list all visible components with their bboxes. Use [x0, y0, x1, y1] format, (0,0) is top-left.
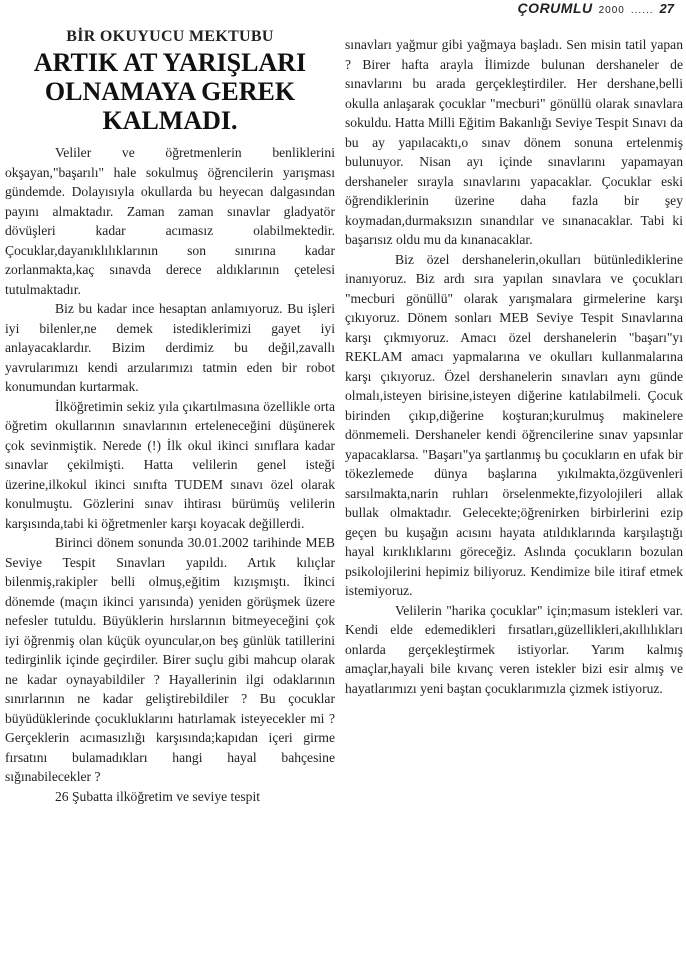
paragraph: Biz özel dershanelerin,okulları bütünlediklerine inanıyoruz. Biz ardı sıra yapılan sınavlara ve çocukları "mecburi gönüllü" olarak yarışmalara girmelerine karşı çıkıyoruz. Dönem sonları MEB Seviye Tespit Sınavlarına karşı çıkmıyoruz. Amacı özel dershanelerin "başarı"yı REKLAM amacı yapmalarına ve okulları kullanmalarına karşı çıkıyoruz. Özel dershanelerin sınavları aynı günde olmalı,isteyen birisine,isteyen diğerine katılabilmeli. Çocuk birinden çıkıp,diğerine koşturan;kurulmuş makinelere dönmemeli. Dershaneler kendi öğrencilerine sınav yapsınlar yapacaklarsa. "Başarı"ya şartlanmış bu çocukların en ufak bir tökezlemede dünya başlarına yıkılmakta,özgüvenleri sarsılmakta,narin ruhları örselenmekte,fizyolojileri allak bullak olmaktadır. Gelecekte;öğrenirken birbirlerini ezip geçen bu kuşağın acısını hayata atıldıklarında karşılaştığı hayal kırıklıklarını göreceğiz. Aslında çocukların bozulan psikolojilerini hepimiz biliyoruz. Kendimize bile itiraf etmek istemiyoruz. — [345, 251, 683, 598]
article-headline: ARTIK AT YARIŞLARI OLNAMAYA GEREK KALMADI. — [33, 48, 307, 135]
paragraph: Veliler ve öğretmenlerin benliklerini okşayan,"başarılı" hale sokulmuş öğrencilerin yarışması gündemde. Dolayısıyla okullarda bu heyecan dalgasından payını almaktadır. Zaman zaman sınavlar gladyatör dövüşleri kadar acımasız olabilmektedir. Çocuklar,dayanıklılıklarının son sınırına kadar zorlanmakta,kaç sınavda derece aldıklarının çetelesi tutulmaktadır. — [5, 145, 335, 297]
publication-name: ÇORUMLU — [517, 0, 593, 16]
page-number: 27 — [659, 1, 674, 16]
right-column — [345, 35, 683, 698]
page-header — [518, 0, 674, 20]
publication-year: 2000 — [598, 5, 625, 16]
header-dots: ...... — [630, 5, 654, 16]
paragraph: sınavları yağmur gibi yağmaya başladı. Sen misin tatil yapan ? Birer hafta arayla İlimizde bulunan dershaneler de sınavlarını bu arada gerçekleştirdiler. Her dershane,belli okulla anlaşarak çocuklar "mecburi" gönüllü olarak sınavlara sokuldu. Hatta Milli Eğitim Bakanlığı Seviye Tespit Sınavı da bu ay yapılacaktı,o sınav dönem sonuna ertelenmiş bulunuyor. Nisan ayı içinde sınavlarını yapamayan dershaneler sırayla sınavlarını yapacaklar. Çocuklar eski öğrendiklerinin üzerine daha fazla bir şey koymadan,durmaksızın sınandılar ve sınanacaklar. Tabi ki başarısız oldu mu da kınanacaklar. — [345, 37, 683, 247]
paragraph: Birinci dönem sonunda 30.01.2002 tarihinde MEB Seviye Tespit Sınavları yapıldı. Artık kılıçlar bilenmiş,rakipler belli olmuş,eğitim kızışmıştı. İkinci dönemde (maçın ikinci yarısında) yeniden görüşmek üzere nefesler tutuldu. Büyüklerin hırslarının bitmeyeceğini çok iyi öğrenmiş olan küçük oyuncular,on beş günlük tatillerini tedirginlik içinde geçirdiler. Birer suçlu gibi mahcup olarak ne kadar oynayabildiler ? Hayallerinin ilgi odaklarının sınırlarının ne kadar geliştirebildiler ? Bu çocuklar büyüdüklerinde çocukluklarını hatırlamak isteyecekler mi ? Gerçeklerin acımasızlığı karşısında;kapıdan içeri girme fırsatını bulamadıkları hangi hayal bahçesine sığınabilecekler ? — [5, 535, 335, 784]
article-kicker: BİR OKUYUCU MEKTUBU — [66, 28, 274, 45]
paragraph: 26 Şubatta ilköğretim ve seviye tespit — [55, 788, 261, 804]
left-column — [5, 28, 335, 806]
paragraph: Velilerin "harika çocuklar" için;masum istekleri var. Kendi elde edemedikleri fırsatları,güzellikleri,akıllılıkları onlarda gerçekleştirmek istiyorlar. Yarım kalmış amaçlar,hayali bile kıvanç veren istekler bizi esir almış ve hayatlarımızı yeni baştan çocuklarımızla çizmek istiyoruz. — [345, 602, 683, 696]
paragraph: İlköğretimin sekiz yıla çıkartılmasına özellikle orta öğretim okullarının sınavlarının erteleneceğini düşünerek çok sevinmiştik. Nerede (!) İlk okul ikinci sınıflara kadar sınavlar çekilmişti. Hatta velilerin genel isteği üzerine,ilkokul ikinci sınıfta TUDEM sınavı özel olarak konulmuştu. Gözlerini sınav ihtirası bürümüş velilerin karşısında,tabi ki öğretmenler karşı koyacak değillerdi. — [5, 398, 335, 531]
paragraph: Biz bu kadar ince hesaptan anlamıyoruz. Bu işleri iyi bilenler,ne demek istediklerimizi gayet iyi anlayacaklardır. Bizim derdimiz bu değil,zavallı yavrularımızı kendi arzularımızı tatmin eden bir robot konumundan kurtarmak. — [5, 301, 335, 394]
